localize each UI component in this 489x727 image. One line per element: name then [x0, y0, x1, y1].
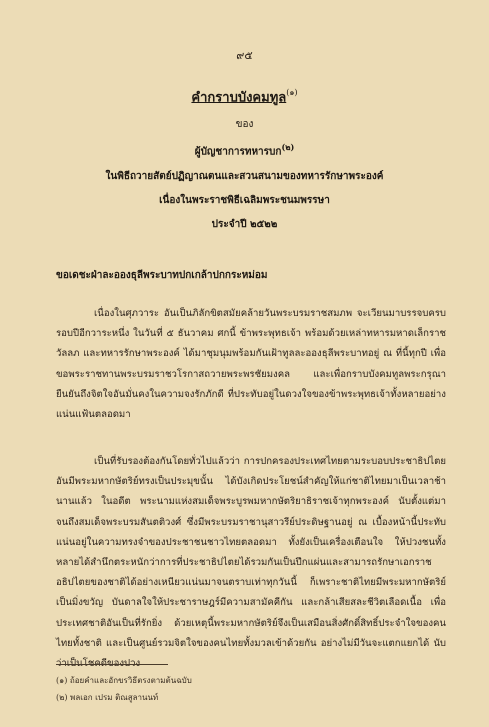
author-row	[0, 141, 489, 159]
salutation: ขอเดชะฝ่าละอองธุลีพระบาทปกเกล้าปกกระหม่อม	[56, 270, 268, 281]
occasion-line-1: ในพิธีถวายสัตย์ปฏิญาณตนและสวนสนามของทหารรักษาพระองค์	[105, 170, 384, 182]
title-footnote-marker: (๑)	[286, 88, 298, 97]
footnotes	[56, 672, 446, 706]
body-paragraph: เป็นที่รับรองต้องกันโดยทั่วไปแล้วว่า การปกครองประเทศไทยตามระบอบประชาธิปไตย อันมีพระมหากษัตริย์ทรงเป็นประมุขนั้น ได้บังเกิดประโยชน์สำคัญให้แก่ชาติไทยมาเป็นเวลาช้านานแล้ว ในอดีต พระนามแห่งสมเด็จพระบูรพมหากษัตริยาธิราชเจ้าทุกพระองค์ นับตั้งแต่มาจนถึงสมเด็จพระบรมสันตติวงศ์ ซึ่งมีพระบรมราชานุสาวรีย์ประดิษฐานอยู่ ณ เบื้องหน้านี้ประทับแน่นอยู่ในความทรงจำของประชาชนชาวไทยตลอดมา ทั้งยังเป็นเครื่องเตือนใจ ให้ปวงชนทั้งหลายได้สำนึกตระหนักว่าการที่ประชาธิปไตยได้รวมกันเป็นปึกแผ่นและสามารถรักษาเอกราชอธิปไตยของชาติได้อย่างเหนียวแน่นมาจนตราบเท่าทุกวันนี้ ก็เพราะชาติไทยมีพระมหากษัตริย์เป็นมิ่งขวัญ บันดาลใจให้ประชาราษฎร์มีความสามัคคีกัน และกล้าเสียสละชีวิตเลือดเนื้อ เพื่อประเทศชาติอันเป็นที่รักยิ่ง ด้วยเหตุนี้พระมหากษัตริย์จึงเป็นเสมือนสิ่งศักดิ์สิทธิ์ประจำใจของคนไทยทั้งชาติ และเป็นศูนย์รวมจิตใจของคนไทยทั้งมวลเข้าด้วยกัน อย่างไม่มีวันจะแตกแยกได้ นับ	[56, 456, 446, 649]
document-title: คำกราบบังคมทูล	[191, 90, 287, 106]
footnote: (๒) พลเอก เปรม ติณสูลานนท์	[56, 693, 159, 702]
of-line: ของ	[235, 119, 254, 131]
footnote-divider	[56, 664, 168, 665]
document-title-row	[0, 86, 489, 107]
heading-block	[0, 86, 489, 232]
author-footnote-marker: (๒)	[281, 142, 295, 153]
footnote: (๑) ถ้อยคำและอักขรวิธีตรงตามต้นฉบับ	[56, 676, 192, 685]
year-line: ประจำปี ๒๕๒๒	[211, 218, 278, 230]
occasion-line-2: เนื่องในพระราชพิธีเฉลิมพระชนมพรรษา	[159, 194, 330, 206]
body-paragraph: เนื่องในศุภวาระ อันเป็นภิลักขิตสมัยคล้ายวันพระบรมราชสมภพ จะเวียนมาบรรจบครบรอบปีอีกวาระหนึ่ง ในวันที่ ๕ ธันวาคม ศกนี้ ข้าพระพุทธเจ้า พร้อมด้วยเหล่าทหารมหาดเล็กราชวัลลภ และทหารรักษาพระองค์ ได้มาชุมนุมพร้อมกันเฝ้าทูลละอองธุลีพระบาทอยู่ ณ ที่นี้ทุกปี เพื่อขอพระราชทานพระบรมราชวโรกาสถวายพระพรชัยมงคล และเพื่อกราบบังคมทูลพระกรุณายืนยันถึงจิตใจอันมั่นคงในความจงรักภักดี ที่ประทับอยู่ในดวงใจของข้าพระพุทธเจ้าทั้งหลายอย่างแน่นแฟ้นตลอดมา	[56, 308, 446, 421]
page-number: ๙๕	[236, 49, 253, 62]
author-line: ผู้บัญชาการทหารบก	[194, 146, 282, 158]
